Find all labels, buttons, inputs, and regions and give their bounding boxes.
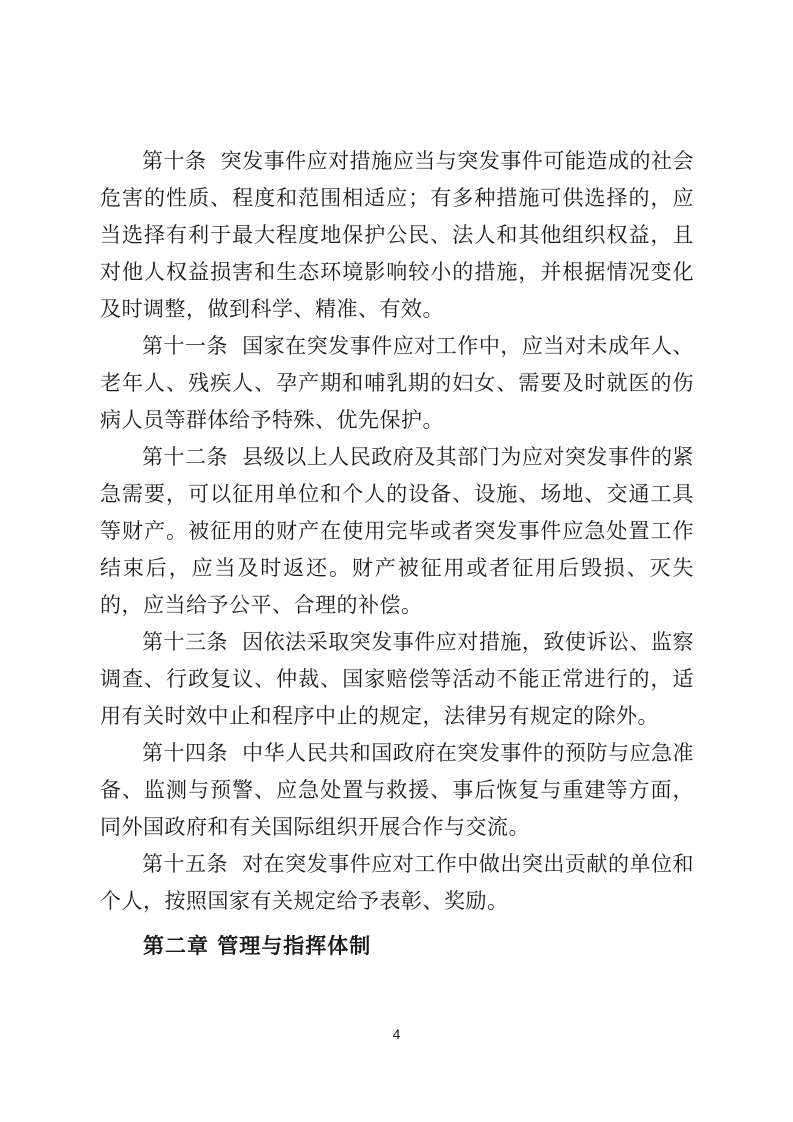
article-13 [100, 624, 694, 735]
article-14 [100, 735, 694, 846]
article-label: 第十三条 [142, 630, 229, 654]
article-label: 第十一条 [142, 334, 229, 358]
article-label: 第十条 [142, 149, 207, 173]
article-label: 第十二条 [142, 445, 229, 469]
article-text: 县级以上人民政府及其部门为应对突发事件的紧急需要，可以征用单位和个人的设备、设施、场地、交通工具等财产。被征用的财产在使用完毕或者突发事件应急处置工作结束后，应当及时返还。财产被征用或者征用后毁损、灭失的，应当给予公平、合理的补偿。 [100, 445, 695, 617]
page-number: 4 [392, 1026, 401, 1042]
article-12 [100, 439, 694, 624]
article-label: 第十五条 [142, 852, 229, 876]
body-text [100, 143, 694, 920]
article-text: 国家在突发事件应对工作中，应当对未成年人、老年人、残疾人、孕产期和哺乳期的妇女、需要及时就医的伤病人员等群体给予特殊、优先保护。 [100, 334, 695, 432]
article-text: 中华人民共和国政府在突发事件的预防与应急准备、监测与预警、应急处置与救援、事后恢复与重建等方面，同外国政府和有关国际组织开展合作与交流。 [100, 741, 695, 839]
article-text: 因依法采取突发事件应对措施，致使诉讼、监察调查、行政复议、仲裁、国家赔偿等活动不能正常进行的，适用有关时效中止和程序中止的规定，法律另有规定的除外。 [100, 630, 695, 728]
article-15 [100, 846, 694, 920]
article-11 [100, 328, 694, 439]
article-10 [100, 143, 694, 328]
article-text: 对在突发事件应对工作中做出突出贡献的单位和个人，按照国家有关规定给予表彰、奖励。 [100, 852, 695, 913]
article-text: 突发事件应对措施应当与突发事件可能造成的社会危害的性质、程度和范围相适应；有多种措施可供选择的，应当选择有利于最大程度地保护公民、法人和其他组织权益，且对他人权益损害和生态环境影响较小的措施，并根据情况变化及时调整，做到科学、精准、有效。 [100, 149, 694, 321]
article-label: 第十四条 [142, 741, 229, 765]
chapter-heading: 第二章 管理与指挥体制 [143, 934, 372, 958]
